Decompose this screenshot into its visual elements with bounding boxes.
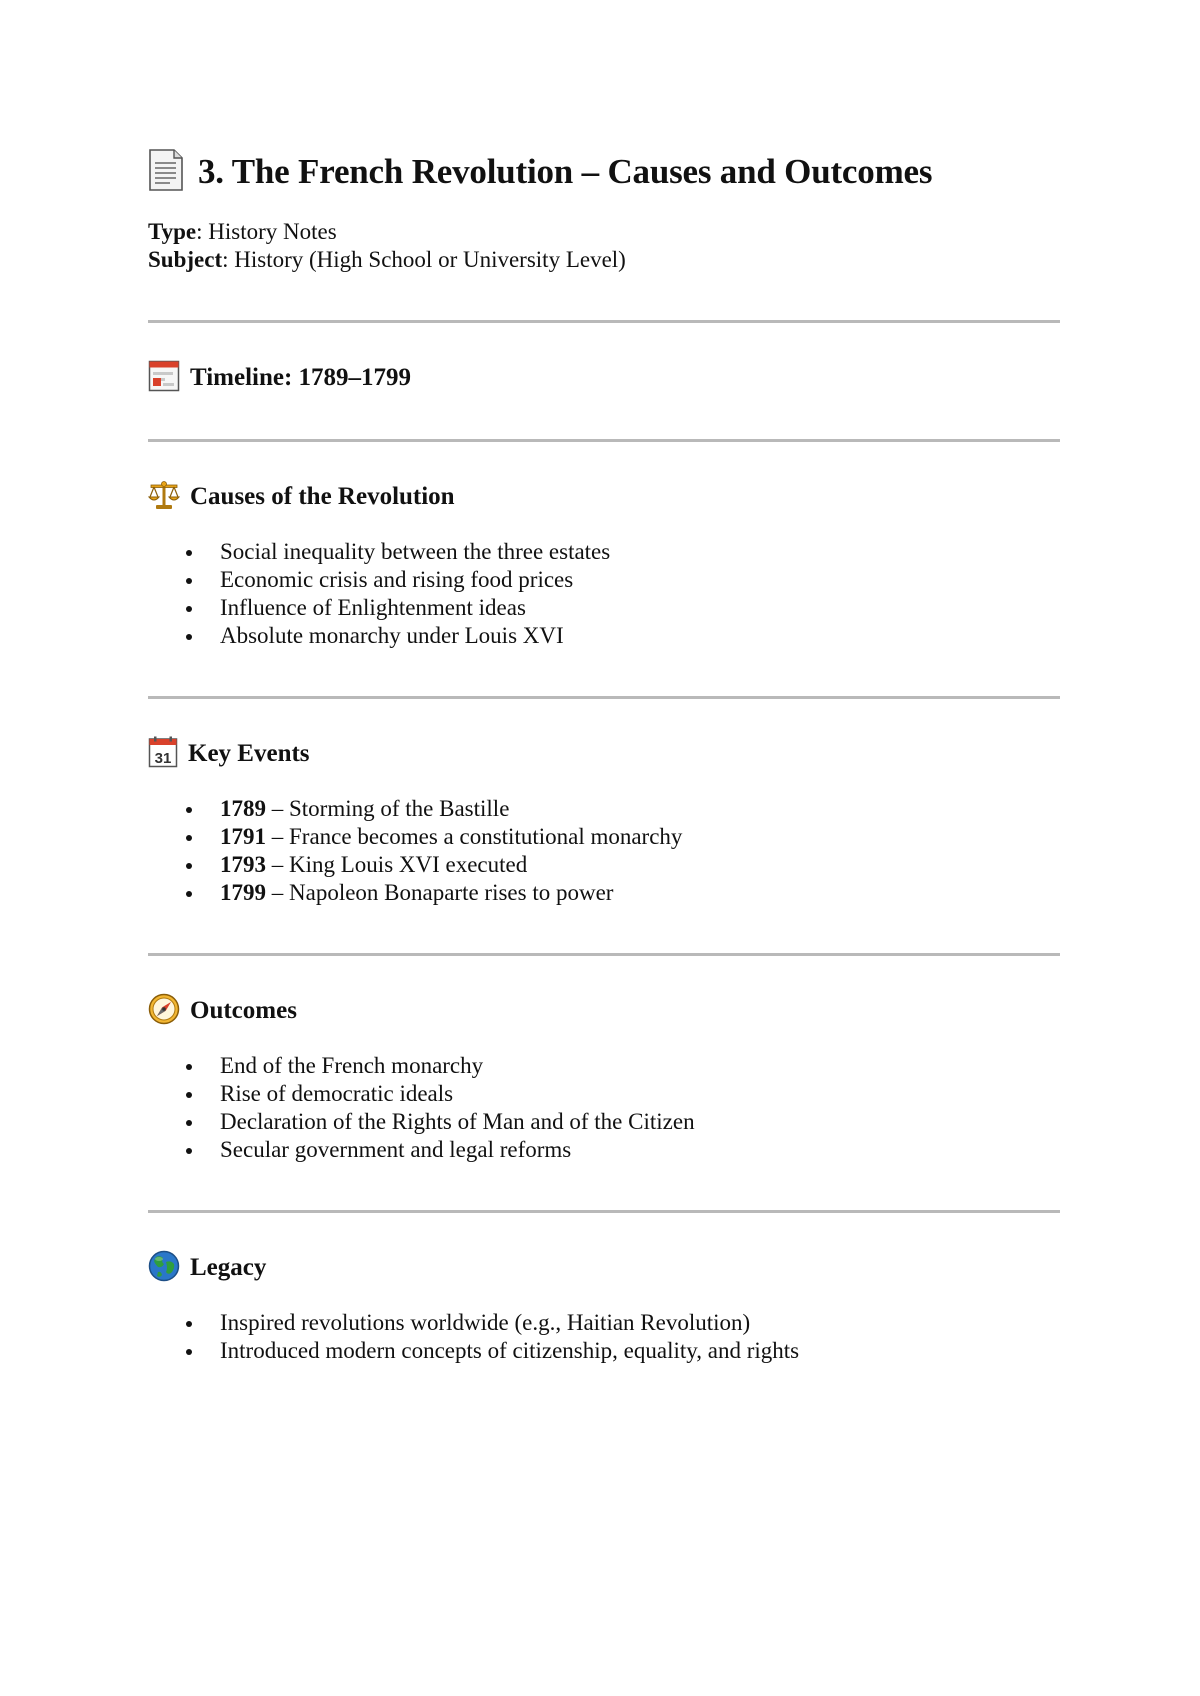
section-heading (148, 1251, 1060, 1285)
section-causes (148, 442, 1060, 696)
event-text: – Storming of the Bastille (266, 796, 510, 821)
key-events-heading: Key Events (188, 740, 310, 767)
calendar-icon (148, 736, 178, 773)
list-item: End of the French monarchy (186, 1052, 1060, 1080)
meta-subject-value: : History (High School or University Level) (222, 247, 626, 272)
compass-icon (148, 993, 180, 1030)
meta-subject-label: Subject (148, 247, 223, 272)
event-year: 1789 (220, 796, 266, 821)
title-row (148, 148, 1060, 196)
list-item (186, 851, 1060, 879)
balance-scale-icon (148, 479, 180, 516)
list-item: Rise of democratic ideals (186, 1080, 1060, 1108)
section-heading (148, 994, 1060, 1028)
list-item: Social inequality between the three estates (186, 538, 1060, 566)
section-legacy (148, 1213, 1060, 1411)
key-events-list (148, 795, 1060, 907)
list-item: Declaration of the Rights of Man and of the Citizen (186, 1108, 1060, 1136)
section-key-events (148, 699, 1060, 953)
list-item: Influence of Enlightenment ideas (186, 594, 1060, 622)
section-heading (148, 737, 1060, 771)
event-year: 1799 (220, 880, 266, 905)
event-text: – France becomes a constitutional monarchy (266, 824, 683, 849)
event-year: 1791 (220, 824, 266, 849)
list-item: Absolute monarchy under Louis XVI (186, 622, 1060, 650)
calendar-icon-day: 31 (154, 749, 172, 767)
outcomes-heading: Outcomes (190, 997, 297, 1024)
causes-list (148, 538, 1060, 650)
list-item: Inspired revolutions worldwide (e.g., Haitian Revolution) (186, 1309, 1060, 1337)
outcomes-list (148, 1052, 1060, 1164)
event-text: – Napoleon Bonaparte rises to power (266, 880, 614, 905)
document-body (148, 148, 1060, 1411)
legacy-list (148, 1309, 1060, 1365)
event-year: 1793 (220, 852, 266, 877)
document-meta (148, 218, 1060, 274)
meta-type-label: Type (148, 219, 197, 244)
page-title: 3. The French Revolution – Causes and Outcomes (198, 152, 933, 191)
causes-heading: Causes of the Revolution (190, 483, 455, 510)
meta-type-value: : History Notes (196, 219, 337, 244)
document-icon (148, 148, 184, 197)
meta-subject (148, 246, 1060, 274)
globe-icon (148, 1250, 180, 1287)
section-heading (148, 361, 1060, 395)
list-item (186, 879, 1060, 907)
legacy-heading: Legacy (190, 1254, 267, 1281)
timeline-heading: Timeline: 1789–1799 (190, 364, 412, 391)
section-outcomes (148, 956, 1060, 1210)
meta-type (148, 218, 1060, 246)
section-heading (148, 480, 1060, 514)
list-item: Secular government and legal reforms (186, 1136, 1060, 1164)
section-timeline (148, 323, 1060, 439)
list-item (186, 795, 1060, 823)
timeline-chart-icon (148, 360, 180, 397)
list-item: Introduced modern concepts of citizenship, equality, and rights (186, 1337, 1060, 1365)
event-text: – King Louis XVI executed (266, 852, 528, 877)
list-item: Economic crisis and rising food prices (186, 566, 1060, 594)
list-item (186, 823, 1060, 851)
